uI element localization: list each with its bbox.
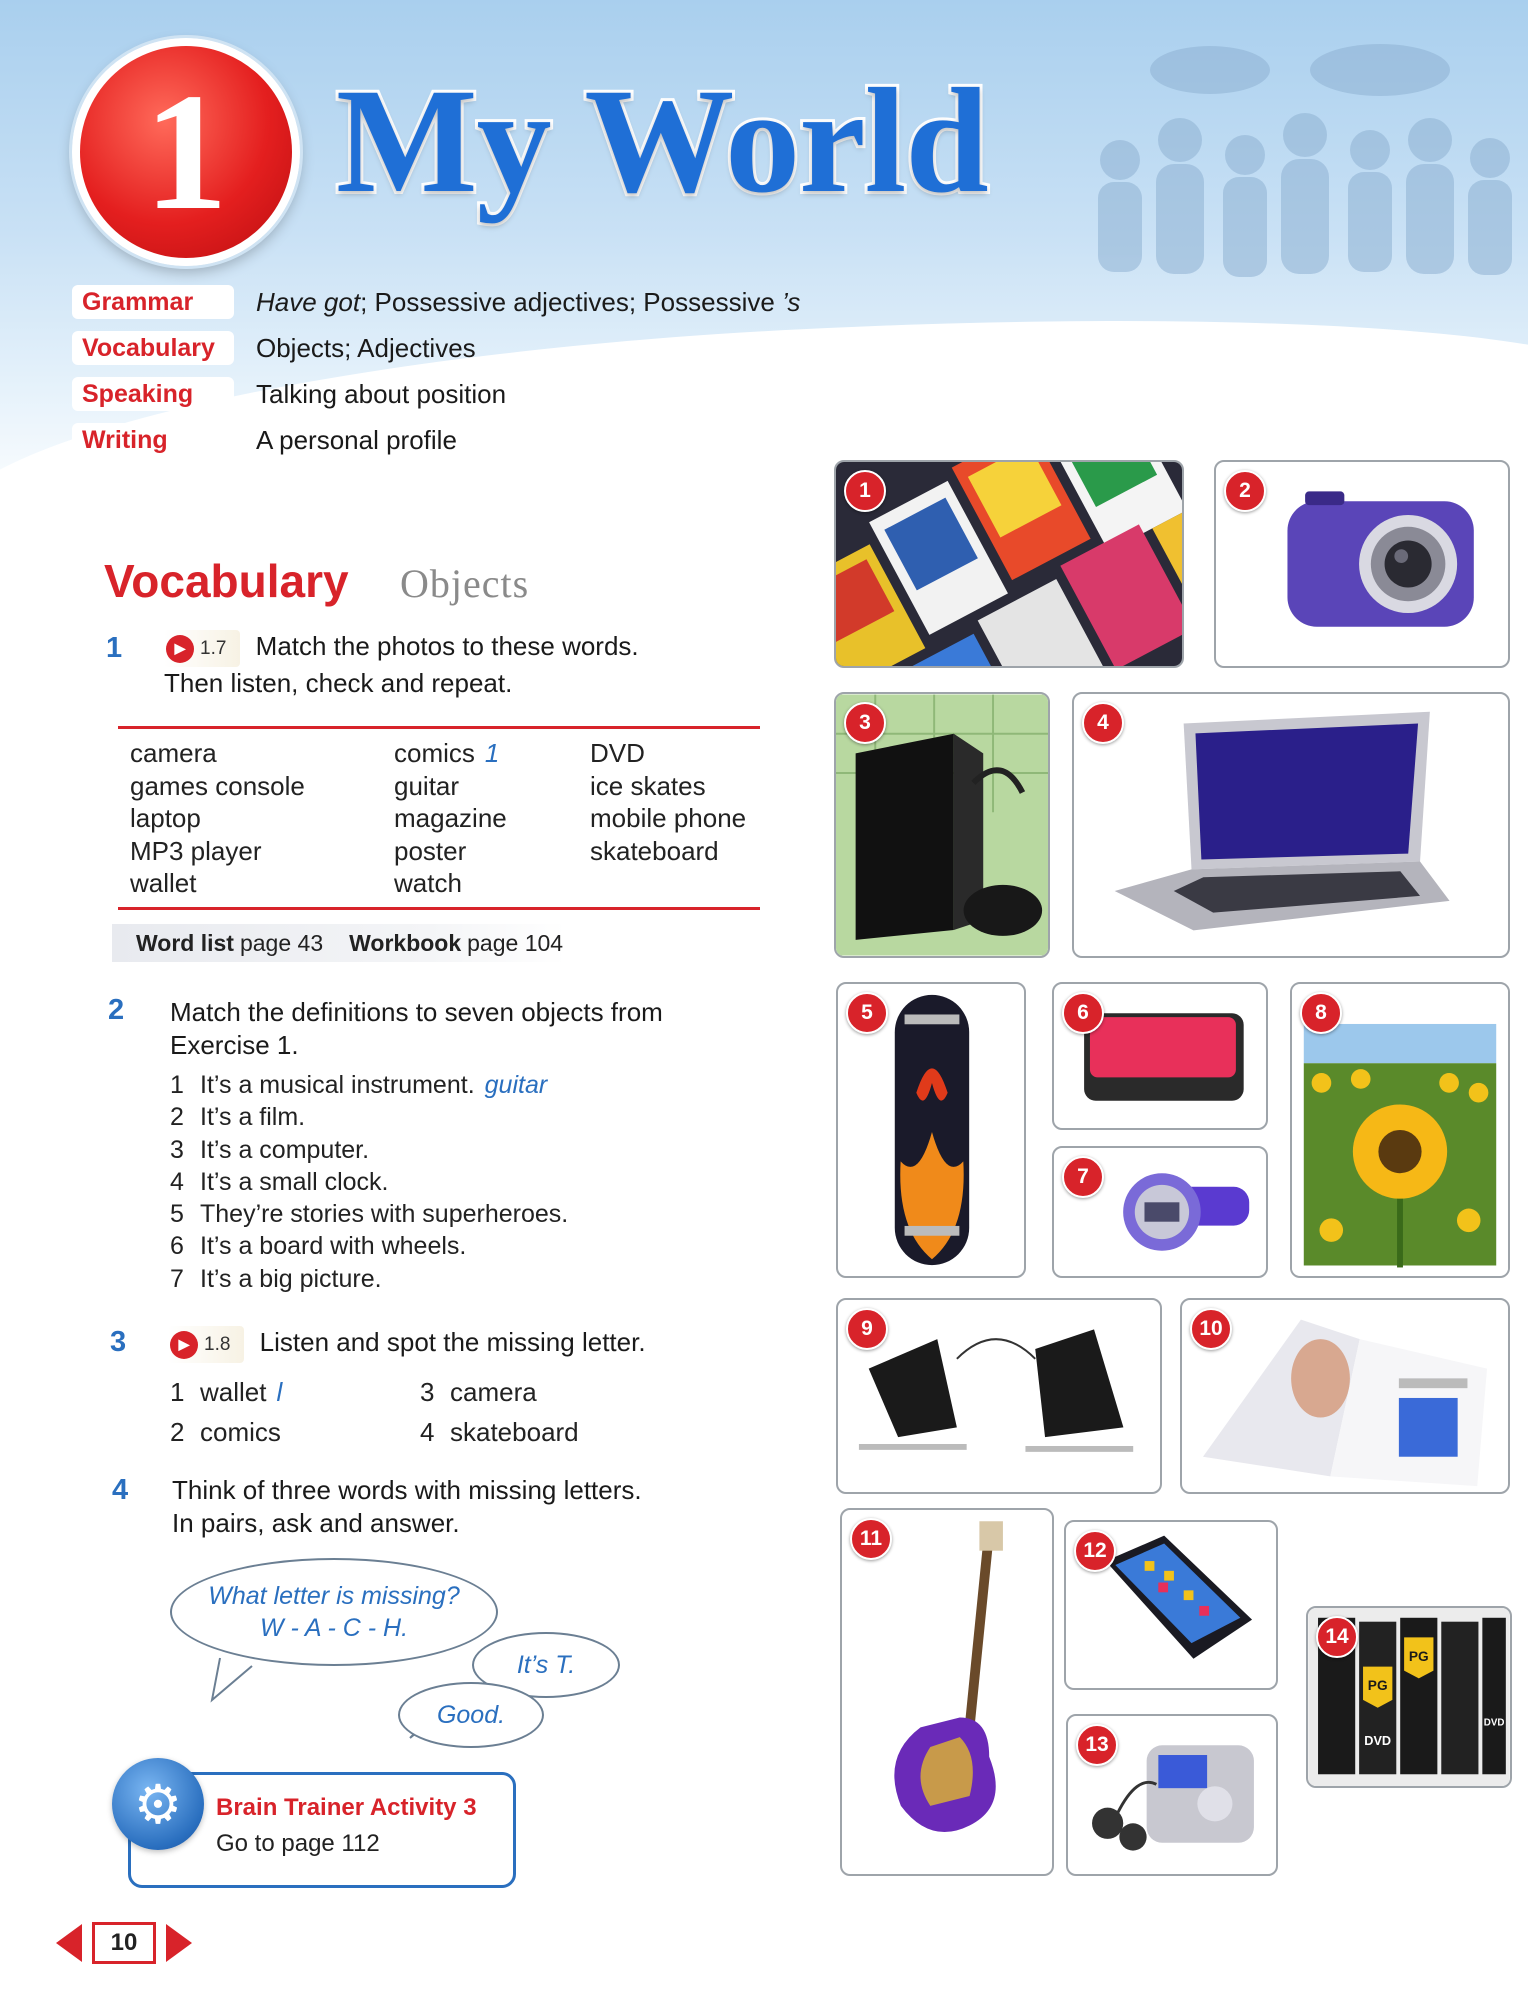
topic-label: Writing <box>72 423 234 457</box>
speech-bubble-answer: It’s T. <box>472 1632 620 1698</box>
missing-letter-list-col2 <box>420 1372 579 1452</box>
audio-track-1-8[interactable]: ▶ 1.8 <box>168 1326 244 1363</box>
photo-5 <box>836 982 1026 1278</box>
reference-bar: Word list page 43 Workbook page 104 <box>112 924 566 962</box>
exercise-4-number: 4 <box>112 1474 129 1506</box>
brain-gear-icon: ⚙ <box>112 1758 204 1850</box>
unit-title: My World <box>336 58 988 224</box>
dvd-label: PG <box>1367 1678 1388 1694</box>
photo-2 <box>1214 460 1510 668</box>
topic-row-grammar <box>72 282 872 322</box>
list-item: 2 It’s a film. <box>170 1103 306 1132</box>
exercise-3-number: 3 <box>110 1326 127 1358</box>
topic-row-speaking <box>72 374 872 414</box>
guitar-image <box>842 1510 1052 1874</box>
example-answer: 1 <box>484 738 500 768</box>
photo-8 <box>1290 982 1510 1278</box>
photo-13 <box>1066 1714 1278 1876</box>
exercise-2-number: 2 <box>108 994 125 1026</box>
topic-text: Have got; Possessive adjectives; Possessive ’s <box>256 286 801 317</box>
unit-number-badge: 1 <box>72 38 300 266</box>
comics-image <box>836 462 1182 666</box>
photo-number-badge: 10 <box>1190 1308 1232 1350</box>
missing-letter-list-col1 <box>170 1372 282 1452</box>
photo-10 <box>1180 1298 1510 1494</box>
photo-number-badge: 1 <box>844 470 886 512</box>
laptop-image <box>1074 694 1508 956</box>
photo-number-badge: 12 <box>1074 1530 1116 1572</box>
list-item: 1 wallet l <box>170 1377 283 1407</box>
brain-trainer-title: Brain Trainer Activity 3 <box>216 1794 477 1821</box>
audio-icon: ▶ <box>166 635 194 663</box>
brain-trainer-link[interactable]: Go to page 112 <box>216 1830 380 1857</box>
speech-bubble-good: Good. <box>398 1682 544 1748</box>
definitions-list <box>170 1069 770 1295</box>
list-item: 7 It’s a big picture. <box>170 1264 382 1293</box>
photo-number-badge: 3 <box>844 702 886 744</box>
crowd-silhouette-icon <box>1080 40 1520 330</box>
exercise-4-instructions: Think of three words with missing letters. In pairs, ask and answer. <box>172 1475 642 1538</box>
section-heading: Vocabulary <box>104 555 349 607</box>
photo-number-badge: 4 <box>1082 702 1124 744</box>
photo-1 <box>834 460 1184 668</box>
audio-track-1-7[interactable]: ▶ 1.7 <box>164 630 240 667</box>
exercise-3-instructions: ▶ 1.8 Listen and spot the missing letter. <box>168 1326 788 1363</box>
photo-9 <box>836 1298 1162 1494</box>
audio-icon: ▶ <box>170 1331 198 1359</box>
list-item: 4 skateboard <box>420 1417 579 1447</box>
photo-number-badge: 5 <box>846 992 888 1034</box>
next-page-arrow-icon[interactable] <box>166 1924 192 1962</box>
photo-12 <box>1064 1520 1278 1690</box>
list-item: 1 It’s a musical instrument. guitar <box>170 1071 548 1099</box>
speech-bubble-question: What letter is missing? W - A - C - H. <box>170 1558 498 1666</box>
photo-number-badge: 6 <box>1062 992 1104 1034</box>
exercise-1-number: 1 <box>106 632 123 664</box>
photo-14 <box>1306 1606 1512 1788</box>
word-box <box>118 726 760 910</box>
topic-label: Grammar <box>72 285 234 319</box>
list-item: 5 They’re stories with superheroes. <box>170 1200 569 1229</box>
topic-label: Vocabulary <box>72 331 234 365</box>
list-item: 4 It’s a small clock. <box>170 1167 389 1196</box>
list-item: 3 camera <box>420 1377 537 1407</box>
photo-number-badge: 11 <box>850 1518 892 1560</box>
topic-text: Talking about position <box>256 378 507 409</box>
dvd-label: DVD <box>1483 1717 1505 1729</box>
word-column-3: DVD ice skates mobile phone skateboard <box>590 738 747 866</box>
topic-row-vocabulary <box>72 328 872 368</box>
photo-number-badge: 2 <box>1224 470 1266 512</box>
dvd-label: PG <box>1408 1648 1429 1664</box>
topic-text: A personal profile <box>256 424 457 455</box>
previous-page-arrow-icon[interactable] <box>56 1924 82 1962</box>
photo-6 <box>1052 982 1268 1130</box>
word-column-2: comics 1 guitar magazine poster watch <box>394 738 507 898</box>
photo-number-badge: 14 <box>1316 1616 1358 1658</box>
exercise-1-instructions: ▶ 1.7 Match the photos to these words. Then listen, check and repeat. <box>164 631 639 698</box>
topic-text: Objects; Adjectives <box>256 332 476 363</box>
photo-3 <box>834 692 1050 958</box>
list-item: 2 comics <box>170 1417 281 1447</box>
section-subheading: Objects <box>400 561 530 606</box>
photo-4 <box>1072 692 1510 958</box>
photo-number-badge: 8 <box>1300 992 1342 1034</box>
word-column-1: camera games console laptop MP3 player wallet <box>130 738 305 898</box>
dvd-label: DVD <box>1364 1732 1392 1748</box>
exercise-2-instructions: Match the definitions to seven objects from Exercise 1. <box>170 997 663 1060</box>
page-number: 10 <box>92 1922 156 1964</box>
photo-number-badge: 13 <box>1076 1724 1118 1766</box>
topic-row-writing <box>72 420 872 460</box>
topic-label: Speaking <box>72 377 234 411</box>
list-item: 6 It’s a board with wheels. <box>170 1232 467 1261</box>
photo-11 <box>840 1508 1054 1876</box>
photo-number-badge: 9 <box>846 1308 888 1350</box>
list-item: 3 It’s a computer. <box>170 1135 370 1164</box>
photo-number-badge: 7 <box>1062 1156 1104 1198</box>
photo-7 <box>1052 1146 1268 1278</box>
